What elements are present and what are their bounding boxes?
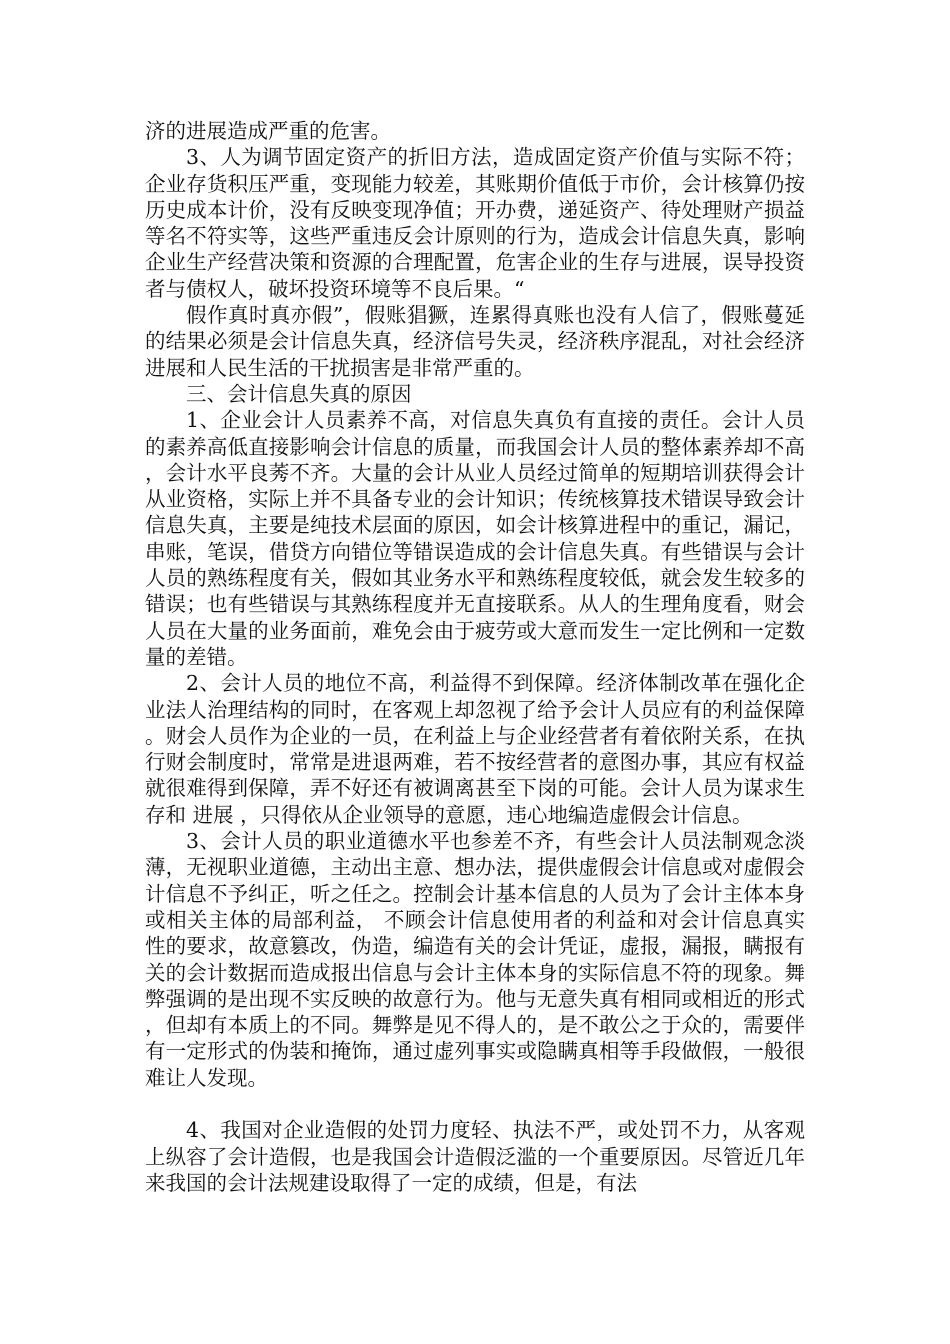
paragraph-cause-2: 2、会计人员的地位不高，利益得不到保障。经济体制改革在强化企业法人治理结构的同时，在客观上却忽视了给予会计人员应有的利益保障。财会人员作为企业的一员，在利益上与企业经营者有着依附关系，在执行财会制度时，常常是进退两难，若不按经营者的意图办事，其应有权益就很难得到保障，弄不好还有被调离甚至下岗的可能。会计人员为谋求生存和 进展 ，只得依从企业领导的意愿，违心地编造虚假会计信息。	[145, 671, 805, 827]
paragraph-gap	[145, 1091, 805, 1117]
paragraph-cause-3: 3、会计人员的职业道德水平也参差不齐，有些会计人员法制观念淡薄，无视职业道德，主动出主意、想办法，提供虚假会计信息或对虚假会计信息不予纠正，听之任之。控制会计基本信息的人员为了会计主体本身或相关主体的局部利益， 不顾会计信息使用者的利益和对会计信息真实性的要求，故意篡改，伪造，编造有关的会计凭证，虚报，漏报，瞒报有关的会计数据而造成报出信息与会计主体本身的实际信息不符的现象。舞弊强调的是出现不实反映的故意行为。他与无意失真有相同或相近的形式，但却有本质上的不同。舞弊是见不得人的，是不敢公之于众的，需要伴有一定形式的伪装和掩饰，通过虚列事实或隐瞒真相等手段做假，一般很难让人发现。	[145, 829, 805, 1090]
section-heading-causes: 三、会计信息失真的原因	[186, 381, 412, 406]
document-body	[145, 118, 805, 1196]
paragraph-cause-1: 1、企业会计人员素养不高，对信息失真负有直接的责任。会计人员的素养高低直接影响会计信息的质量，而我国会计人员的整体素养却不高，会计水平良莠不齐。大量的会计从业人员经过简单的短期培训获得会计从业资格，实际上并不具备专业的会计知识；传统核算技术错误导致会计信息失真，主要是纯技术层面的原因，如会计核算进程中的重记，漏记，串账，笔误，借贷方向错位等错误造成的会计信息失真。有些错误与会计人员的熟练程度有关，假如其业务水平和熟练程度较低，就会发生较多的错误；也有些错误与其熟练程度并无直接联系。从人的生理角度看，财会人员在大量的业务面前，难免会由于疲劳或大意而发生一定比例和一定数量的差错。	[145, 408, 805, 669]
paragraph-item-3-depreciation: 3、人为调节固定资产的折旧方法，造成固定资产价值与实际不符；企业存货积压严重，变现能力较差，其账期价值低于市价，会计核算仍按历史成本计价，没有反映变现净值；开办费，递延资产、待处理财产损益等名不符实等，这些严重违反会计原则的行为，造成会计信息失真，影响企业生产经营决策和资源的合理配置，危害企业的生存与进展，误导投资者与债权人，破坏投资环境等不良后果。“	[145, 145, 805, 301]
paragraph-cause-4: 4、我国对企业造假的处罚力度轻、执法不严，或处罚不力，从客观上纵容了会计造假，也是我国会计造假泛滥的一个重要原因。尽管近几年来我国的会计法规建设取得了一定的成绩，但是，有法	[145, 1118, 805, 1195]
paragraph-continuation: 济的进展造成严重的危害。	[145, 119, 391, 143]
paragraph-fake-accounts: 假作真时真亦假”，假账猖獗，连累得真账也没有人信了，假账蔓延的结果必须是会计信息失真，经济信号失灵，经济秩序混乱，对社会经济进展和人民生活的干扰损害是非常严重的。	[145, 303, 805, 380]
